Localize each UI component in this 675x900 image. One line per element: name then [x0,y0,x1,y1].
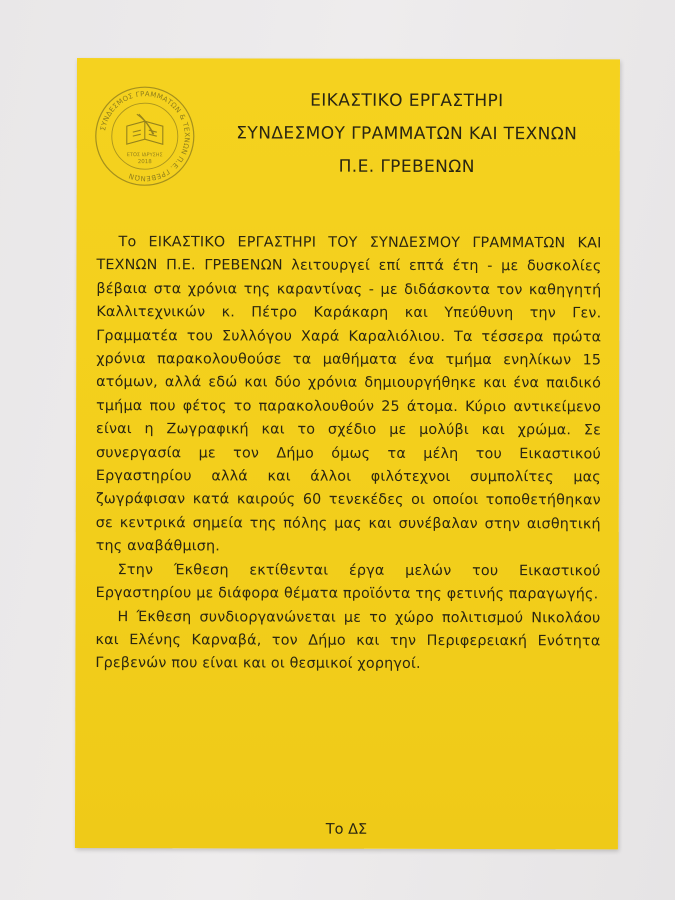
svg-text:2018: 2018 [137,159,152,166]
title-line-2: ΣΥΝΔΕΣΜΟΥ ΓΡΑΜΜΑΤΩΝ ΚΑΙ ΤΕΧΝΩΝ [236,123,578,145]
association-seal-logo [93,84,197,188]
signature-board: Το ΔΣ [325,821,368,838]
svg-text:ΣΥΝΔΕΣΜΟΣ ΓΡΑΜΜΑΤΩΝ & ΤΕΧΝΩΝ Π: ΣΥΝΔΕΣΜΟΣ ΓΡΑΜΜΑΤΩΝ & ΤΕΧΝΩΝ Π.Ε. ΓΡΕΒΕΝΩΝ [99,90,191,183]
title-line-3: Π.Ε. ΓΡΕΒΕΝΩΝ [338,156,475,178]
yellow-notice-sheet [75,58,620,849]
notice-body [95,231,601,677]
paragraph-organizers: Η Έκθεση συνδιοργανώνεται με το χώρο πολιτισμού Νικολάου και Ελένης Καρναβά, τον Δήμο και την Περιφερειακή Ενότητα Γρεβενών που είναι και οι θεσμικοί χορηγοί. [95,608,601,673]
title-line-1: ΕΙΚΑΣΤΙΚΟ ΕΡΓΑΣΤΗΡΙ [310,90,504,112]
paragraph-history: Το ΕΙΚΑΣΤΙΚΟ ΕΡΓΑΣΤΗΡΙ ΤΟΥ ΣΥΝΔΕΣΜΟΥ ΓΡΑΜΜΑΤΩΝ ΚΑΙ ΤΕΧΝΩΝ Π.Ε. ΓΡΕΒΕΝΩΝ λειτουργεί επί επτά έτη - με δυσκολίες βέβαια στα χρόνια της καραντίνας - με διδάσκοντα τον καθηγητή Καλλιτεχνικών κ. Πέτρο Καράκαρη και Υπεύθυνη την Γεν. Γραμματέα του Συλλόγου Χαρά Καραλιόλιου. Τα τέσσερα πρώτα χρόνια παρακολουθούσε τα μαθήματα ένα τμήμα ενηλίκων 15 ατόμων, αλλά εδώ και δύο χρόνια δημιουργήθηκε και ένα παιδικό τμήμα που φέτος το παρακολουθούν 25 άτομα. Κύριο αντικείμενο είναι η Ζωγραφική και το σχέδιο με μολύβι και χρώμα. Σε συνεργασία με τον Δήμο όμως τα μέλη του Εικαστικού Εργαστηρίου αλλά και άλλοι φιλότεχνοι συμπολίτες μας ζωγράφισαν κατά καιρούς 60 τενεκέδες οι οποίοι τοποθετήθηκαν σε κεντρικά σημεία της πόλης μας και συνέβαλαν στην αισθητική της αναβάθμιση. [95,234,602,555]
svg-text:ΕΤΟΣ ΙΔΡΥΣΗΣ: ΕΤΟΣ ΙΔΡΥΣΗΣ [126,152,163,159]
page-title [197,84,617,184]
paragraph-exhibition: Στην Έκθεση εκτίθενται έργα μελών του Εικαστικού Εργαστηρίου με διάφορα θέματα προϊόντα της φετινής παραγωγής. [95,561,601,603]
book-feather-emblem [127,114,163,144]
